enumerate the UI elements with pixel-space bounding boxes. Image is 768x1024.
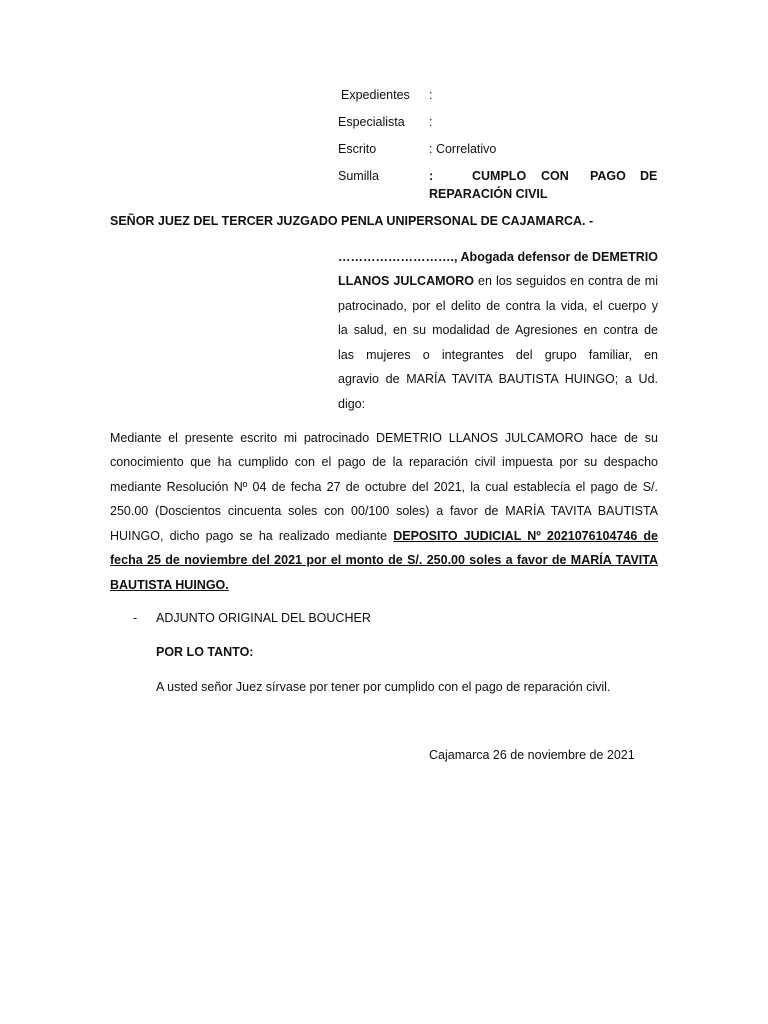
body-line: fecha 25 de noviembre del 2021 por el monto de S/. 250.00 soles a favor de MARÍA TAVITA [110,553,658,567]
especialista-label: Especialista [338,115,405,129]
sumilla-word-2: CON [541,169,569,183]
sumilla-word-1: CUMPLO [472,169,527,183]
body-line: Mediante el presente escrito mi patrocinado DEMETRIO LLANOS JULCAMORO hace de su [110,431,658,445]
intro-line: ………………………., Abogada defensor de DEMETRIO [338,250,658,264]
sumilla-word-3: PAGO [590,169,626,183]
attachment-bullet: - [133,611,138,625]
intro-line: agravio de MARÍA TAVITA BAUTISTA HUINGO; a Ud. [338,372,658,386]
body-line: conocimiento que ha cumplido con el pago de la reparación civil impuesta por su despacho [110,455,658,469]
deposit-reference: DEPOSITO JUDICIAL Nº 2021076104746 de [393,529,658,543]
sumilla-colon: : [429,169,434,183]
place-date: Cajamarca 26 de noviembre de 2021 [429,748,635,762]
intro-line: las mujeres o integrantes del grupo familiar, en [338,348,658,362]
body-line: mediante Resolución Nº 04 de fecha 27 de octubre del 2021, la cual establecía el pago de S/. [110,480,658,494]
body-line: BAUTISTA HUINGO. [110,578,229,592]
petition-text: A usted señor Juez sírvase por tener por cumplido con el pago de reparación civil. [156,680,611,694]
escrito-label: Escrito [338,142,377,156]
expedientes-label: Expedientes [341,88,410,102]
intro-line: la salud, en su modalidad de Agresiones en contra de [338,323,658,337]
sumilla-label: Sumilla [338,169,379,183]
sumilla-line-2: REPARACIÓN CIVIL [429,187,548,201]
body-line: HUINGO, dicho pago se ha realizado mediante DEPOSITO JUDICIAL Nº 2021076104746 de [110,529,658,543]
body-line: 250.00 (Doscientos cincuenta soles con 00/100 soles) a favor de MARÍA TAVITA BAUTISTA [110,504,658,518]
intro-line: LLANOS JULCAMORO en los seguidos en contra de mi [338,274,658,288]
addressee: SEÑOR JUEZ DEL TERCER JUZGADO PENLA UNIPERSONAL DE CAJAMARCA. - [110,214,594,228]
expedientes-value: : [429,88,433,102]
escrito-value: : Correlativo [429,142,497,156]
por-lo-tanto-heading: POR LO TANTO: [156,645,254,659]
intro-line: patrocinado, por el delito de contra la vida, el cuerpo y [338,299,658,313]
sumilla-word-4: DE [640,169,658,183]
attachment-item: ADJUNTO ORIGINAL DEL BOUCHER [156,611,371,625]
especialista-value: : [429,115,433,129]
intro-line: digo: [338,397,366,411]
